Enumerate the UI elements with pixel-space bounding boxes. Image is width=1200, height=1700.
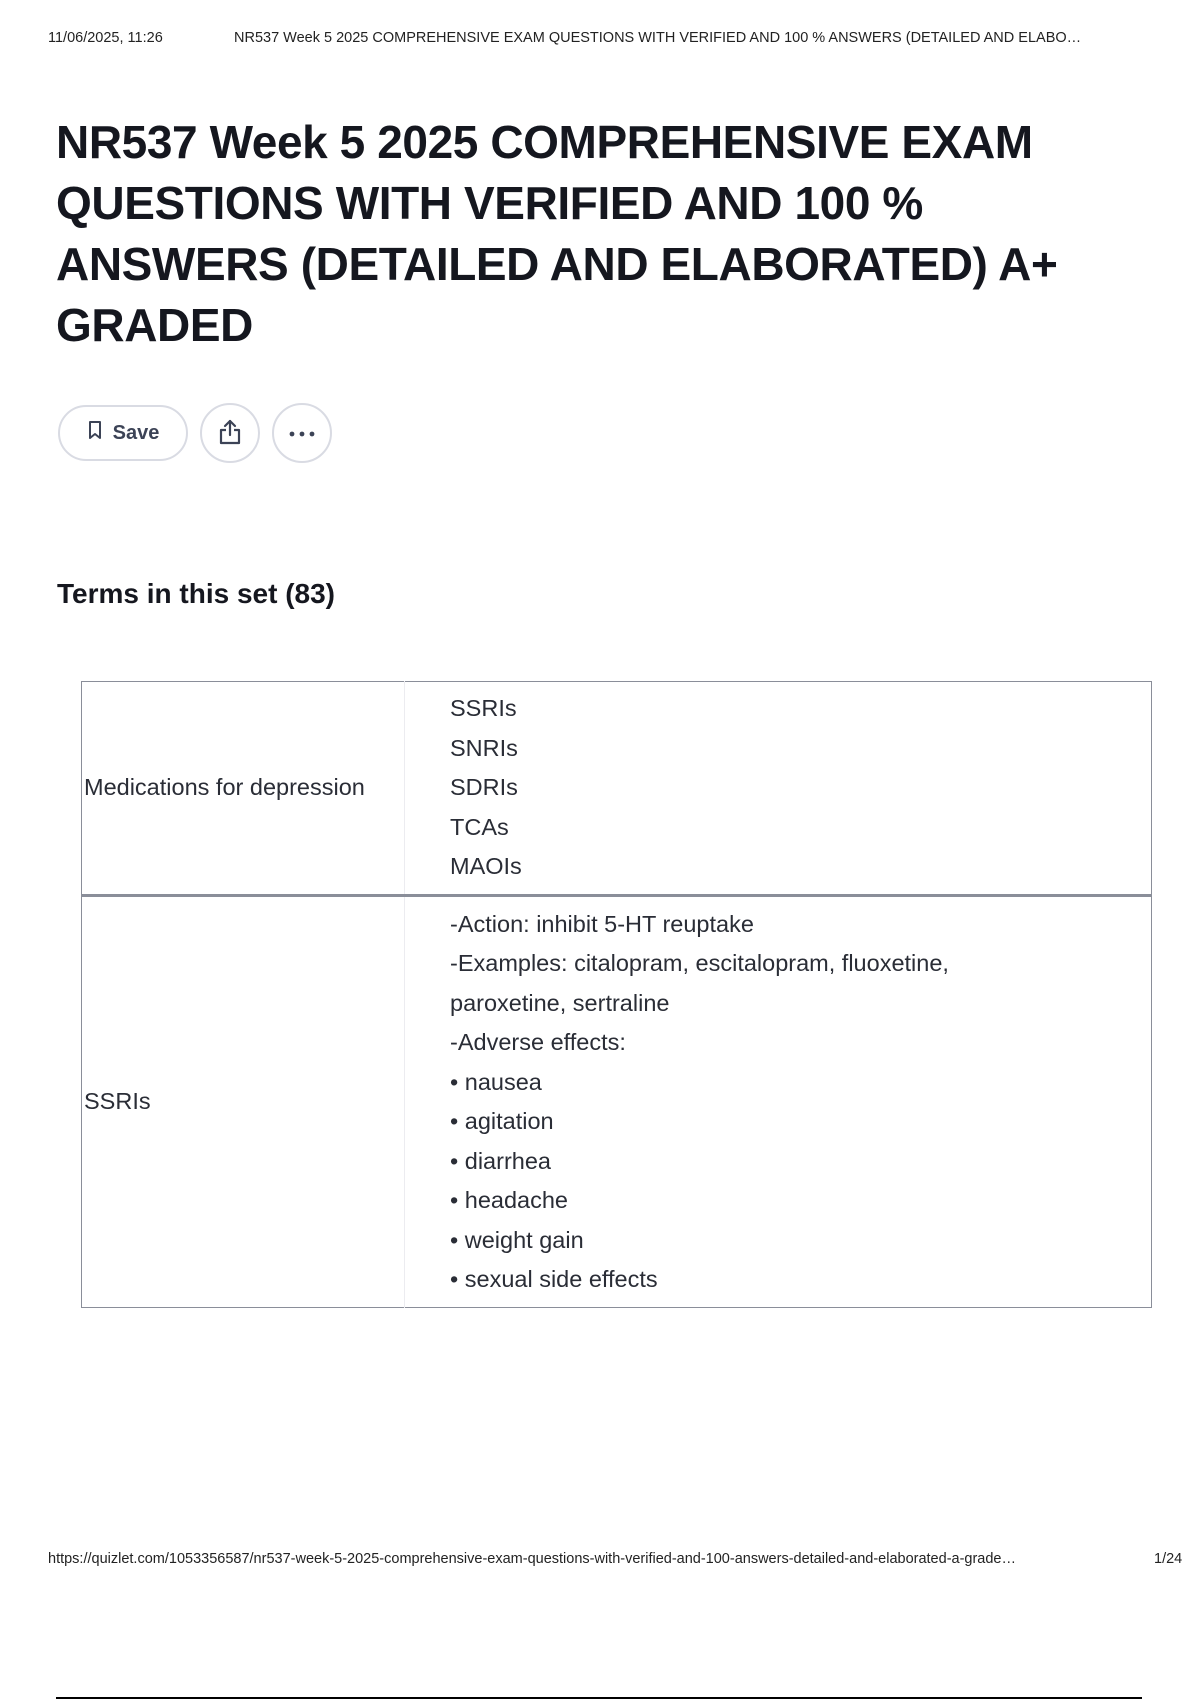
definition-line: • agitation [450,1108,554,1134]
definition-line: • nausea [450,1068,542,1095]
share-button[interactable] [200,403,260,463]
term-cell: SSRIs [82,896,405,1308]
definition-line: -Action: inhibit 5-HT reuptake [450,910,754,937]
print-header-title: NR537 Week 5 2025 COMPREHENSIVE EXAM QUESTIONS WITH VERIFIED AND 100 % ANSWERS (DETAILED AND ELABO… [234,30,1082,46]
bookmark-icon [87,420,103,446]
print-date: 11/06/2025, 11:26 [48,30,163,46]
save-button[interactable] [58,405,188,461]
definition-line: TCAs [450,813,509,840]
definition-line: • headache [450,1187,568,1213]
term-cell: Medications for depression [82,682,405,896]
share-icon [217,418,243,449]
action-bar [58,403,332,463]
page-number: 1/24 [1154,1551,1183,1567]
page-bottom-divider [56,1697,1142,1699]
print-footer-url: https://quizlet.com/1053356587/nr537-week-5-2025-comprehensive-exam-questions-with-verified-and-100-answers-detailed-and-elaborated-a-grade… [48,1551,1016,1567]
definition-line: paroxetine, sertraline [450,989,670,1016]
term-row [82,896,1152,1308]
terms-heading: Terms in this set (83) [57,578,336,609]
terms-table [81,681,1152,1308]
definition-line: • weight gain [450,1226,584,1253]
definition-cell [405,682,1152,896]
save-button-label: Save [112,421,160,444]
print-header [48,30,1180,50]
definition-line: MAOIs [450,853,522,880]
definition-line: • sexual side effects [450,1266,658,1292]
page-title: NR537 Week 5 2025 COMPREHENSIVE EXAM QUESTIONS WITH VERIFIED AND 100 % ANSWERS (DETAILED AND ELABORATED) A+ GRADED [56,116,1058,351]
definition-line: -Adverse effects: [450,1029,626,1055]
definition-cell [405,896,1152,1308]
definition-line: SSRIs [450,695,517,722]
definition-line: • diarrhea [450,1147,551,1174]
term-row [82,682,1152,896]
definition-line: SDRIs [450,774,518,801]
more-options-icon [287,426,317,441]
definition-line: SNRIs [450,734,518,761]
more-options-button[interactable] [272,403,332,463]
definition-line: -Examples: citalopram, escitalopram, fluoxetine, [450,950,949,976]
